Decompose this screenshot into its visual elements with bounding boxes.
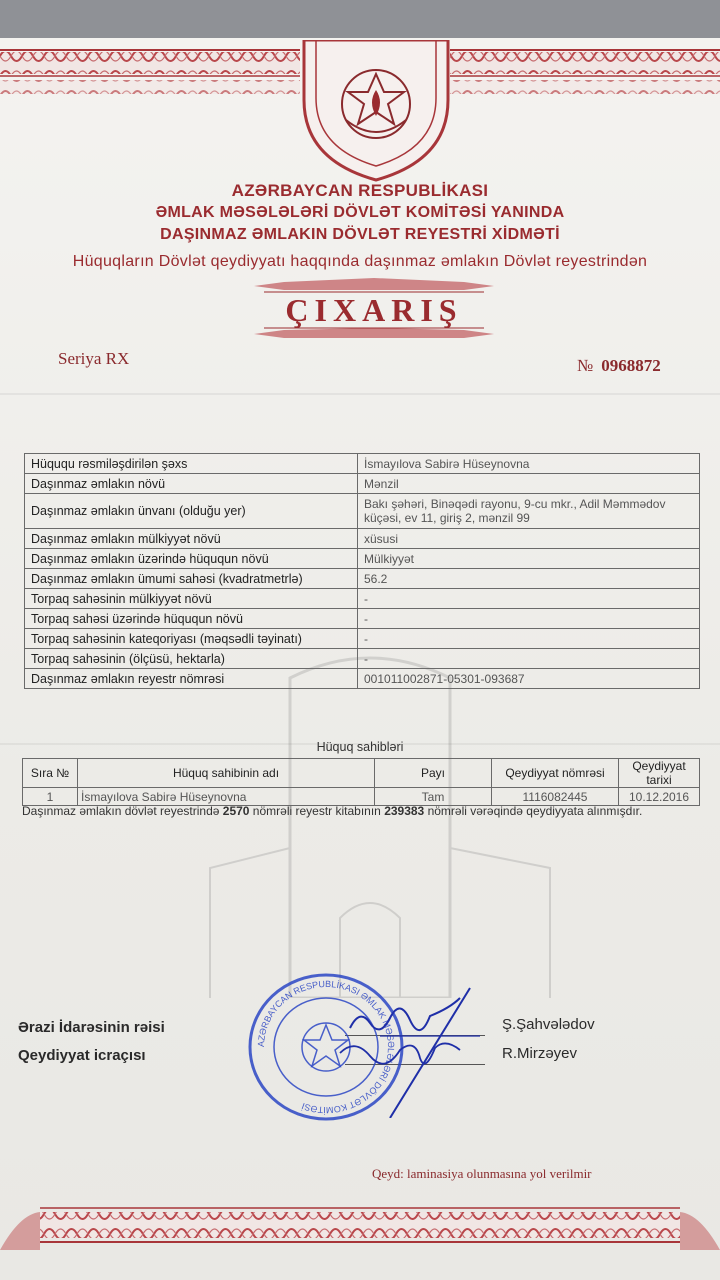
paper-crease [0, 393, 720, 395]
certificate-paper [0, 38, 720, 1280]
owners-title: Hüquq sahibləri [316, 740, 404, 754]
owners-col-reg-number: Qeydiyyat nömrəsi [492, 759, 619, 788]
info-value: - [358, 589, 700, 609]
info-key: Torpaq sahəsinin (ölçüsü, hektarla) [25, 649, 358, 669]
lamination-note: Qeyd: laminasiya olunmasına yol verilmir [372, 1166, 592, 1181]
owner-share: Tam [375, 788, 492, 806]
owners-header-row [23, 759, 700, 788]
bottom-ornament-band [0, 1204, 720, 1250]
note-page-number: 239383 [384, 804, 425, 818]
info-value: - [358, 629, 700, 649]
info-value: Bakı şəhəri, Binəqədi rayonu, 9-cu mkr., Adil Məmmədov küçəsi, ev 11, giriş 2, mənzil 99 [358, 494, 700, 529]
info-value: Mülkiyyət [358, 549, 700, 569]
owners-col-name: Hüquq sahibinin adı [78, 759, 375, 788]
number-sign: № [577, 356, 594, 375]
table-row [25, 549, 700, 569]
note-registry-number: 2570 [222, 804, 250, 818]
info-value: İsmayılova Sabirə Hüseynovna [358, 454, 700, 474]
serial-number [577, 356, 661, 376]
table-row [25, 629, 700, 649]
table-row [25, 649, 700, 669]
serial-number-value: 0968872 [601, 356, 661, 375]
header-line-3: DAŞINMAZ ƏMLAKIN DÖVLƏT REYESTRİ XİDMƏTİ [160, 226, 560, 243]
table-row [25, 669, 700, 689]
signature-name-head: Ş.Şahvələdov [502, 1016, 595, 1033]
note-text: nömrəli reyestr kitabının [249, 804, 385, 818]
property-info-table [24, 453, 700, 689]
owners-col-share: Payı [375, 759, 492, 788]
info-value: xüsusi [358, 529, 700, 549]
table-row [25, 589, 700, 609]
info-key: Torpaq sahəsi üzərində hüququn növü [25, 609, 358, 629]
series-label: Seriya RX [58, 349, 130, 368]
stamp-text: AZƏRBAYCAN RESPUBLİKASI ƏMLAK MƏSƏLƏLƏRİ DÖVLƏT KOMİTƏSİ [255, 978, 397, 1116]
owner-number: 1 [23, 788, 78, 806]
owners-col-reg-date: Qeydiyyat tarixi [619, 759, 700, 788]
info-key: Daşınmaz əmlakın mülkiyyət növü [25, 529, 358, 549]
info-value: Mənzil [358, 474, 700, 494]
table-row [25, 529, 700, 549]
table-row [25, 454, 700, 474]
info-value: - [358, 649, 700, 669]
state-emblem-icon [296, 40, 456, 190]
info-key: Torpaq sahəsinin kateqoriyası (məqsədli təyinatı) [25, 629, 358, 649]
owner-reg-date: 10.12.2016 [619, 788, 700, 806]
signature-name-executor: R.Mirzəyev [502, 1045, 578, 1062]
table-row [25, 569, 700, 589]
info-key: Daşınmaz əmlakın üzərində hüququn növü [25, 549, 358, 569]
owner-reg-number: 1116082445 [492, 788, 619, 806]
signature-role-head: Ərazi İdarəsinin rəisi [18, 1019, 165, 1036]
info-key: Hüququ rəsmiləşdirilən şəxs [25, 454, 358, 474]
info-key: Daşınmaz əmlakın ümumi sahəsi (kvadratmetrlə) [25, 569, 358, 589]
info-value: - [358, 609, 700, 629]
info-value: 56.2 [358, 569, 700, 589]
note-text: nömrəli vərəqində qeydiyyata alınmışdır. [424, 804, 643, 818]
header-line-2: ƏMLAK MƏSƏLƏLƏRİ DÖVLƏT KOMİTƏSİ YANINDA [155, 204, 565, 221]
owner-name: İsmayılova Sabirə Hüseynovna [78, 788, 375, 806]
info-key: Daşınmaz əmlakın növü [25, 474, 358, 494]
owners-table [22, 758, 700, 806]
registry-note [22, 804, 662, 819]
table-row [25, 609, 700, 629]
info-key: Torpaq sahəsinin mülkiyyət növü [25, 589, 358, 609]
table-row [25, 494, 700, 529]
owners-col-number: Sıra № [23, 759, 78, 788]
handwritten-signature-icon [320, 978, 500, 1118]
table-row [23, 788, 700, 806]
header-line-4: Hüquqların Dövlət qeydiyyatı haqqında daşınmaz əmlakın Dövlət reyestrindən [72, 253, 648, 270]
info-key: Daşınmaz əmlakın reyestr nömrəsi [25, 669, 358, 689]
info-value: 001011002871-05301-093687 [358, 669, 700, 689]
signature-role-executor: Qeydiyyat icraçısı [18, 1047, 146, 1064]
table-row [25, 474, 700, 494]
header-line-1: AZƏRBAYCAN RESPUBLİKASI [231, 181, 489, 200]
note-text: Daşınmaz əmlakın dövlət reyestrində [22, 804, 223, 818]
document-title: ÇIXARIŞ [285, 292, 463, 328]
info-key: Daşınmaz əmlakın ünvanı (olduğu yer) [25, 494, 358, 529]
